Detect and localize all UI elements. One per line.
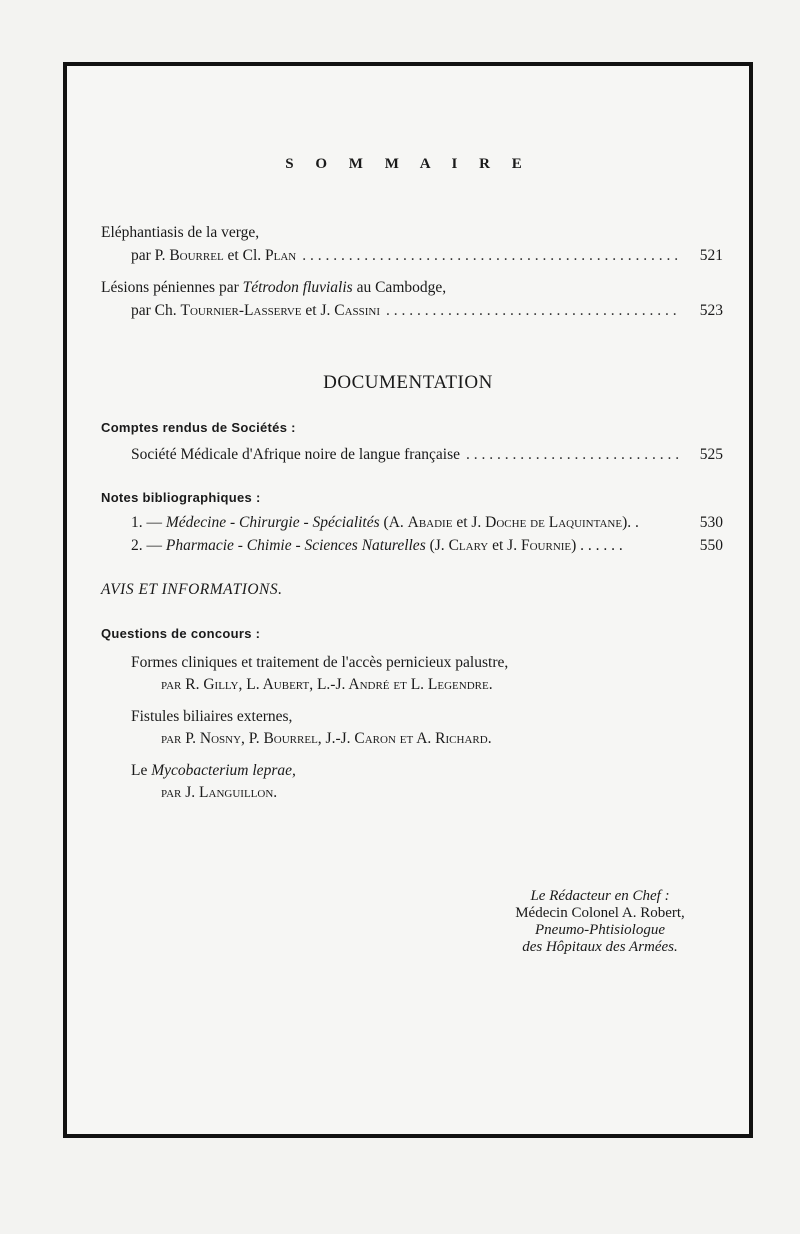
comptes-rendus-entry: [131, 446, 723, 464]
article-2-title: Lésions péniennes par Tétrodon fluvialis au Cambodge,: [101, 279, 447, 296]
dot-leader: [386, 302, 681, 320]
page-frame: [63, 62, 753, 1138]
avis-heading: AVIS ET INFORMATIONS.: [101, 581, 283, 598]
article-1-byline: [131, 247, 723, 265]
signature-name: Médecin Colonel A. Robert,: [515, 905, 685, 921]
comptes-rendus-label: Comptes rendus de Sociétés :: [101, 420, 296, 435]
notes-label: Notes bibliographiques :: [101, 490, 261, 505]
concours-item-2-byline: par P. Nosny, P. Bourrel, J.-J. Caron et A. Richard.: [161, 730, 492, 747]
concours-item-3-byline: par J. Languillon.: [161, 784, 278, 801]
page-title: S O M M A I R E: [285, 156, 531, 172]
comptes-rendus-item: Société Médicale d'Afrique noire de langue française: [131, 446, 461, 463]
concours-item-1-title: Formes cliniques et traitement de l'accès pernicieux palustre,: [131, 654, 509, 671]
article-1-authors: par P. Bourrel et Cl. Plan: [131, 247, 297, 264]
documentation-heading: DOCUMENTATION: [323, 372, 493, 393]
comptes-rendus-page: 525: [699, 446, 723, 463]
article-2-authors: par Ch. Tournier-Lasserve et J. Cassini: [131, 302, 381, 319]
dot-leader: [302, 247, 681, 265]
concours-item-3-title: Le Mycobacterium leprae,: [131, 762, 296, 779]
article-2-byline: [131, 302, 723, 320]
article-2-page: 523: [699, 302, 723, 319]
article-1-title: Eléphantiasis de la verge,: [101, 224, 260, 241]
notes-item-1-page: 530: [699, 514, 723, 531]
concours-item-1-byline: par R. Gilly, L. Aubert, L.-J. André et L. Legendre.: [161, 676, 493, 693]
notes-item-2-page: 550: [699, 537, 723, 554]
notes-item-2: 2. — Pharmacie - Chimie - Sciences Naturelles (J. Clary et J. Fournie) . . . . . . 550: [131, 537, 723, 554]
dot-leader: [466, 446, 681, 464]
concours-label: Questions de concours :: [101, 626, 261, 641]
signature-block: [475, 888, 725, 956]
concours-item-2-title: Fistules biliaires externes,: [131, 708, 293, 725]
signature-title-1: Pneumo-Phtisiologue: [535, 922, 665, 938]
signature-role: Le Rédacteur en Chef :: [530, 888, 670, 904]
signature-title-2: des Hôpitaux des Armées.: [522, 939, 678, 955]
article-1-page: 521: [699, 247, 723, 264]
notes-item-1: 1. — Médecine - Chirurgie - Spécialités (A. Abadie et J. Doche de Laquintane). . 530: [131, 514, 723, 531]
